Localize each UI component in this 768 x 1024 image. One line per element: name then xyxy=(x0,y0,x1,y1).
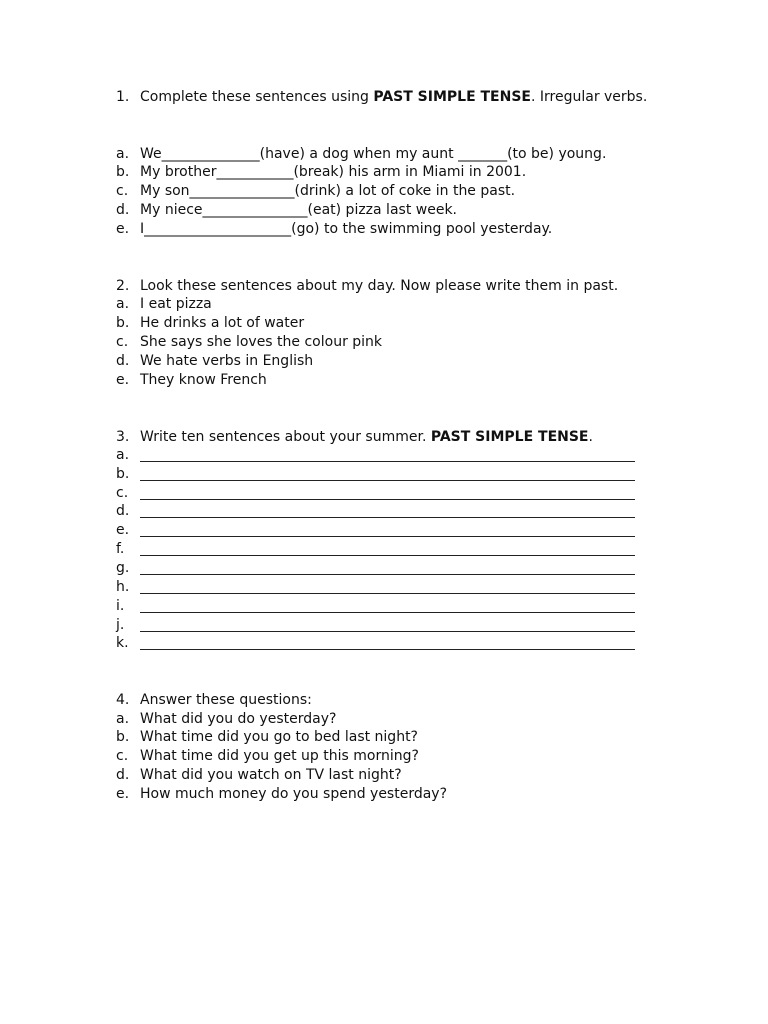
section-heading-text xyxy=(140,428,593,447)
answer-rule[interactable] xyxy=(140,649,635,650)
item-text: We______________(have) a dog when my aunt _______(to be) young. xyxy=(140,146,607,162)
item-text: My son_______________(drink) a lot of coke in the past. xyxy=(140,183,516,199)
answer-rule[interactable] xyxy=(140,593,635,594)
heading-emphasis: PAST SIMPLE TENSE xyxy=(373,89,531,105)
item-label: e. xyxy=(116,372,130,388)
item-text: What time did you get up this morning? xyxy=(140,748,419,764)
answer-label: c. xyxy=(116,485,129,501)
answer-label: b. xyxy=(116,466,130,482)
answer-label: j. xyxy=(116,617,125,633)
item-label: a. xyxy=(116,296,130,312)
item-text: What did you do yesterday? xyxy=(140,711,337,727)
item-text: How much money do you spend yesterday? xyxy=(140,786,448,802)
item-text: He drinks a lot of water xyxy=(140,315,305,331)
item-label: c. xyxy=(116,183,129,199)
answer-label: a. xyxy=(116,447,130,463)
section-number: 1. xyxy=(116,89,130,105)
heading-emphasis: PAST SIMPLE TENSE xyxy=(430,429,589,445)
item-label: d. xyxy=(116,767,130,783)
item-label: e. xyxy=(116,221,130,237)
item-text: We hate verbs in English xyxy=(140,353,314,369)
item-label: e. xyxy=(116,786,130,802)
answer-rule[interactable] xyxy=(140,574,635,575)
section-number: 4. xyxy=(116,692,130,708)
item-label: b. xyxy=(116,164,130,180)
heading-intro: Write ten sentences about your summer. xyxy=(140,429,431,445)
answer-label: d. xyxy=(116,503,130,519)
item-text: What did you watch on TV last night? xyxy=(140,767,402,783)
answer-label: g. xyxy=(116,560,130,576)
answer-rule[interactable] xyxy=(140,499,635,500)
answer-rule[interactable] xyxy=(140,612,635,613)
item-text: My brother___________(break) his arm in Miami in 2001. xyxy=(140,164,527,180)
item-text: I eat pizza xyxy=(140,296,212,312)
item-text: My niece_______________(eat) pizza last week. xyxy=(140,202,457,218)
item-label: d. xyxy=(116,202,130,218)
item-label: a. xyxy=(116,711,130,727)
answer-rule[interactable] xyxy=(140,480,635,481)
section-number: 2. xyxy=(116,278,130,294)
item-label: c. xyxy=(116,748,129,764)
section-heading-text: Answer these questions: xyxy=(140,692,312,708)
item-text: She says she loves the colour pink xyxy=(140,334,383,350)
item-label: d. xyxy=(116,353,130,369)
item-label: b. xyxy=(116,315,130,331)
heading-intro: Complete these sentences using xyxy=(140,89,374,105)
answer-rule[interactable] xyxy=(140,461,635,462)
heading-outro: . Irregular verbs. xyxy=(530,89,648,105)
section-heading-text xyxy=(140,88,647,107)
answer-label: k. xyxy=(116,635,129,651)
answer-rule[interactable] xyxy=(140,555,635,556)
item-label: a. xyxy=(116,146,130,162)
section-heading-text: Look these sentences about my day. Now please write them in past. xyxy=(140,278,619,294)
answer-rule[interactable] xyxy=(140,517,635,518)
answer-label: h. xyxy=(116,579,130,595)
item-label: b. xyxy=(116,729,130,745)
answer-rule[interactable] xyxy=(140,631,635,632)
heading-outro: . xyxy=(588,429,593,445)
item-text: I_____________________(go) to the swimming pool yesterday. xyxy=(140,221,553,237)
answer-label: i. xyxy=(116,598,125,614)
section-number: 3. xyxy=(116,429,130,445)
item-text: What time did you go to bed last night? xyxy=(140,729,418,745)
answer-label: f. xyxy=(116,541,125,557)
item-label: c. xyxy=(116,334,129,350)
answer-label: e. xyxy=(116,522,130,538)
answer-rule[interactable] xyxy=(140,536,635,537)
item-text: They know French xyxy=(140,372,267,388)
